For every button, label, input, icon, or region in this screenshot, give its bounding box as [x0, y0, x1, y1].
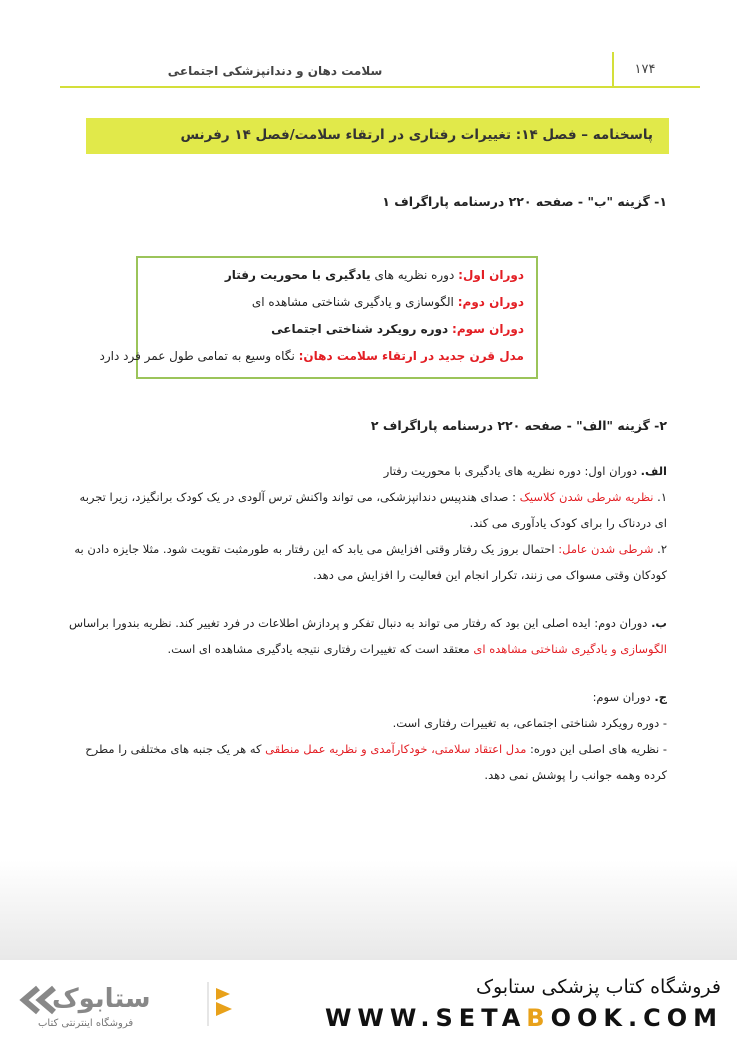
- paragraph-jim-line-1: - دوره رویکرد شناختی اجتماعی، به تغییرات رفتاری است.: [392, 716, 667, 730]
- logo-tagline: فروشگاه اینترنتی کتاب: [38, 1018, 134, 1029]
- page-number: ۱۷۴: [634, 62, 656, 77]
- summary-box: [99, 256, 538, 379]
- paragraph-item-2: ۲. شرطی شدن عامل: احتمال بروز یک رفتار وقتی افزایش می یابد که این رفتار به طورمثبت تقویت شود. مثلا جایزه دادن به کودکان وقتی مسواک می زنند، تکرار انجام این فعالیت را افزایش می دهد.: [74, 542, 667, 582]
- answer-body: [67, 458, 667, 788]
- banner-title: پاسخنامه – فصل ۱۴: تغییرات رفتاری در ارتقاء سلامت/فصل ۱۴ رفرنس: [180, 127, 653, 143]
- box-row-1: دوران اول: دوره نظریه های یادگیری با محوریت رفتار: [224, 268, 524, 282]
- header-divider-vertical: [612, 52, 614, 86]
- box-row-4: مدل قرن جدید در ارتقاء سلامت دهان: نگاه وسیع به تمامی طول عمر فرد دارد: [99, 349, 524, 363]
- logo-wordmark: ستابوک: [52, 984, 151, 1014]
- paragraph-alef: الف. دوران اول: دوره نظریه های یادگیری با محوریت رفتار: [383, 464, 667, 478]
- footer-fade: [0, 860, 737, 970]
- question-1-heading: ۱- گزینه "ب" - صفحه ۲۲۰ درسنامه پاراگراف ۱: [382, 194, 667, 209]
- paragraph-item-1: ۱. نظریه شرطی شدن کلاسیک : صدای هندپیس دندانپزشکی، می تواند واکنش ترس آلودی در یک کودک برانگیزد، زیرا تجربه ای دردناک را برای کودک یادآوری می کند.: [79, 490, 667, 530]
- question-2-heading: ۲- گزینه "الف" - صفحه ۲۲۰ درسنامه پاراگراف ۲: [370, 418, 667, 433]
- chapter-banner: [86, 118, 669, 154]
- store-name: فروشگاه کتاب پزشکی ستابوک: [475, 976, 721, 998]
- paragraph-be: ب. دوران دوم: ایده اصلی این بود که رفتار می تواند به دنبال تفکر و پردازش اطلاعات در فرد تغییر کند. نظریه بندورا براساس الگوسازی و یادگیری شناختی مشاهده ای معتقد است که تغییرات رفتاری نتیجه یادگیری مشاهده ای است.: [68, 616, 667, 656]
- paragraph-jim-line-2: - نظریه های اصلی این دوره: مدل اعتقاد سلامتی، خودکارآمدی و نظریه عمل منطقی که هر یک جنبه های مختلفی را مطرح کرده وهمه جوانب را پوشش نمی دهد.: [85, 742, 667, 782]
- box-row-2: دوران دوم: الگوسازی و یادگیری شناختی مشاهده ای: [251, 295, 524, 309]
- header-divider: [60, 86, 700, 88]
- running-title: سلامت دهان و دندانپزشکی اجتماعی: [167, 64, 383, 78]
- paragraph-jim: ج. دوران سوم:: [592, 690, 667, 704]
- box-row-3: دوران سوم: دوره رویکرد شناختی اجتماعی: [271, 322, 524, 336]
- website-url: WWW.SETABOOK.COM: [324, 1004, 723, 1032]
